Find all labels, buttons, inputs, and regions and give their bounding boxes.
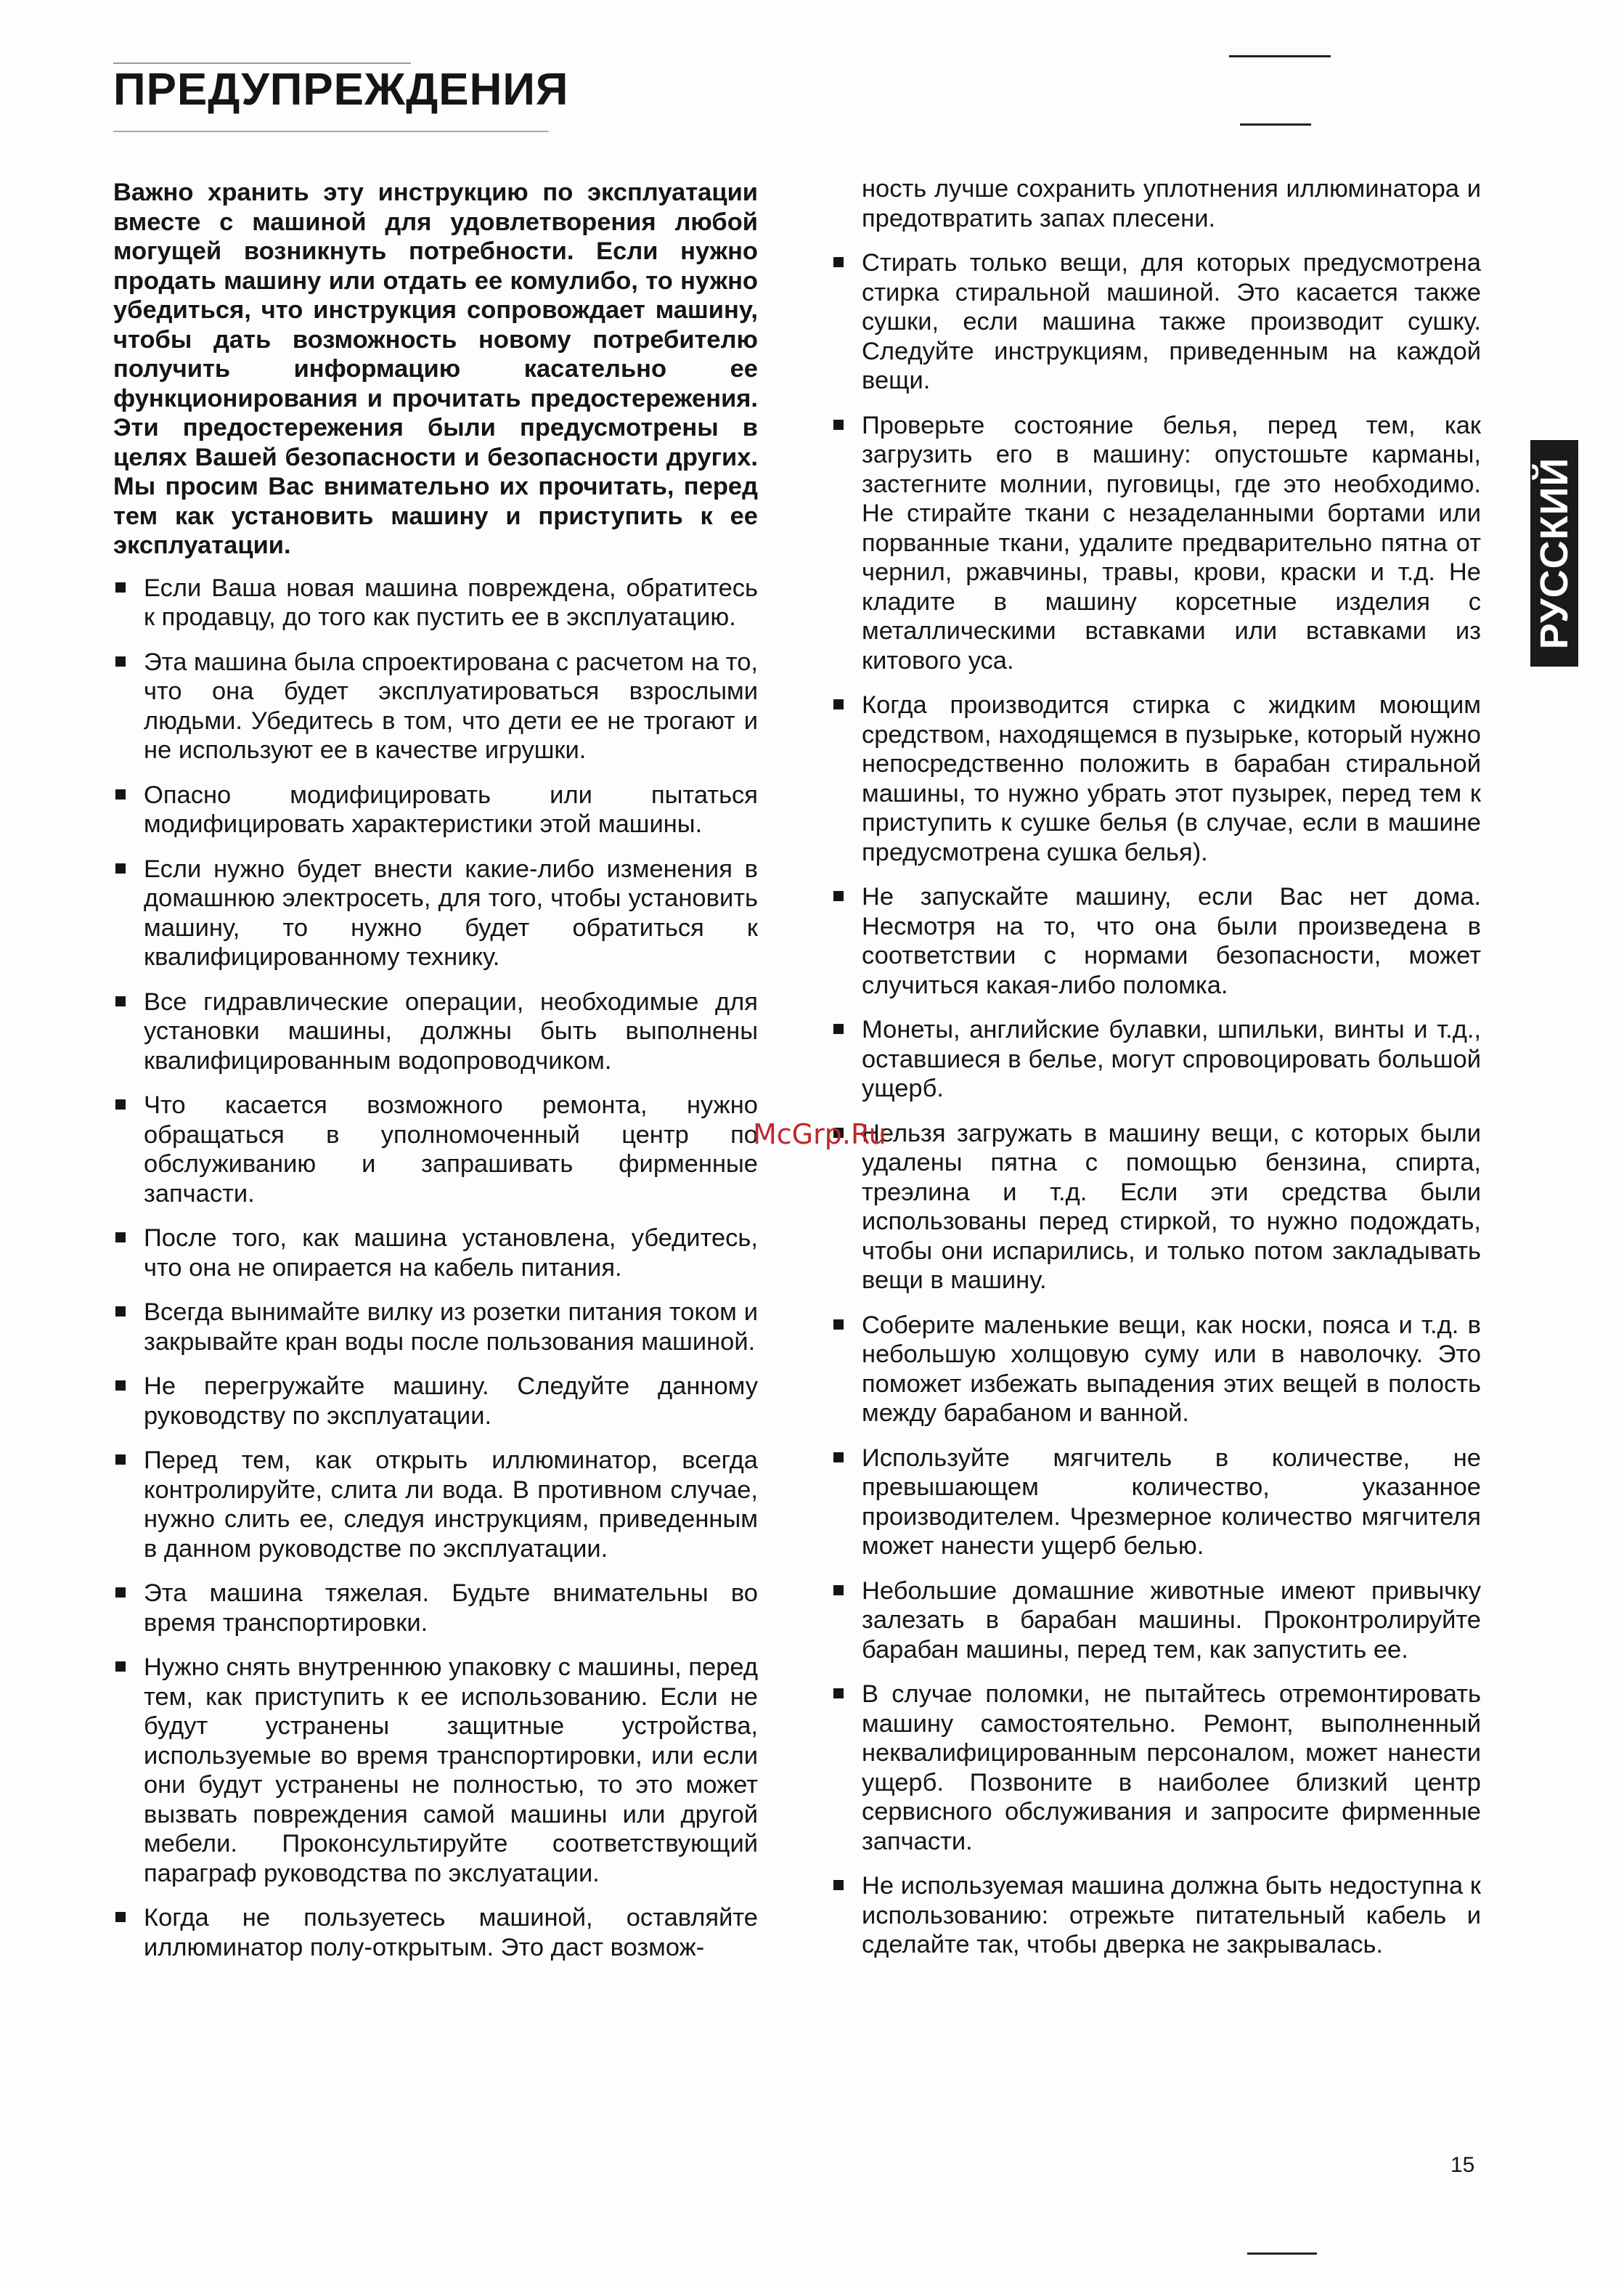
- list-item-text: Когда производится стирка с жидким моющим средством, находящемся в пузырьке, который нужно непосредственно положить в барабан стиральной машины, то нужно убрать этот пузырек, перед тем к приступить к сушке белья (в случае, если в машине предусмотрена сушка белья).: [862, 691, 1481, 866]
- bullet-icon: [115, 1380, 126, 1391]
- bullet-icon: [833, 420, 844, 430]
- list-item: [113, 988, 758, 1076]
- bullet-icon: [115, 789, 126, 799]
- list-item-text: Не перегружайте машину. Следуйте данному руководству по эксплуатации.: [144, 1372, 758, 1430]
- list-item-text: Не запускайте машину, если Вас нет дома. Несмотря на то, что она были произведена в соответствии с нормами безопасности, может случиться какая-либо поломка.: [862, 883, 1481, 999]
- list-item-text: Эта машина тяжелая. Будьте внимательны во время транспортировки.: [144, 1579, 758, 1637]
- list-item-text: Монеты, английские булавки, шпильки, винты и т.д., оставшиеся в белье, могут спровоцировать большой ущерб.: [862, 1016, 1481, 1102]
- list-item: [113, 781, 758, 839]
- list-item-text: Если Ваша новая машина повреждена, обратитесь к продавцу, до того как пустить ее в эксплуатацию.: [144, 574, 758, 631]
- left-column: [113, 178, 758, 1977]
- list-item-text: Стирать только вещи, для которых предусмотрена стирка стиральной машиной. Это касается также сушки, если машина также производит сушку. Следуйте инструкциям, приведенным на каждой вещи.: [862, 249, 1481, 394]
- list-item: [831, 882, 1481, 1000]
- list-item: [113, 1653, 758, 1888]
- list-item: [831, 691, 1481, 867]
- page-number: 15: [1450, 2153, 1475, 2177]
- list-item-text: Соберите маленькие вещи, как носки, пояса и т.д. в небольшую холщовую суму или в наволочку. Это поможет избежать выпадения этих вещей в полость между барабаном и ванной.: [862, 1311, 1481, 1427]
- title-underline: [113, 131, 549, 132]
- list-item: [831, 248, 1481, 396]
- list-item-text: Всегда вынимайте вилку из розетки питания током и закрывайте кран воды после пользования машиной.: [144, 1298, 758, 1356]
- bullet-icon: [115, 656, 126, 667]
- bullet-icon: [833, 257, 844, 267]
- bullet-icon: [115, 1587, 126, 1598]
- warning-list-left: [113, 574, 758, 1963]
- bullet-icon: [115, 582, 126, 593]
- list-item: [831, 1119, 1481, 1295]
- list-item-text: Используйте мягчитель в количестве, не превышающем количество, указанное производителем. Чрезмерное количество мягчителя может нанести ущерб белью.: [862, 1444, 1481, 1560]
- list-item-text: После того, как машина установлена, убедитесь, что она не опирается на кабель питания.: [144, 1224, 758, 1282]
- bullet-icon: [115, 996, 126, 1006]
- watermark: McGrp.Ru: [753, 1118, 886, 1150]
- list-item: [831, 1311, 1481, 1428]
- intro-paragraph: Важно хранить эту инструкцию по эксплуатации вместе с машиной для удовлетворения любой могущей возникнуть потребности. Если нужно продать машину или отдать ее комулибо, то нужно убедиться, что инструкция сопровождает машину, чтобы дать возможность новому потребителю получить информацию касательно ее функционирования и прочитать предостережения. Эти предостережения были предусмотрены в целях Вашей безопасности и безопасности других. Мы просим Вас внимательно их прочитать, перед тем как установить машину и приступить к ее эксплуатации.: [113, 179, 758, 559]
- right-column: [831, 174, 1481, 1975]
- list-item: [113, 1372, 758, 1431]
- top-rule-right-2: [1240, 123, 1311, 126]
- bullet-icon: [833, 1880, 844, 1890]
- page-title: ПРЕДУПРЕЖДЕНИЯ: [113, 65, 569, 115]
- bullet-icon: [115, 1232, 126, 1242]
- list-item-text: Проверьте состояние белья, перед тем, как загрузить его в машину: опустошьте карманы, застегните молнии, пуговицы, где это необходимо. Не стирайте ткани с незаделанными бортами или порванные ткани, удалите предварительно пятна от чернил, ржавчины, травы, крови, краски и т.д. Не кладите в машину корсетные изделия с металлическими вставками или вставками из китового уса.: [862, 411, 1481, 675]
- list-item: [113, 1224, 758, 1282]
- bullet-icon: [833, 699, 844, 709]
- list-item-text: Если нужно будет внести какие-либо изменения в домашнюю электросеть, для того, чтобы установить машину, то нужно будет обратиться к квалифицированному технику.: [144, 855, 758, 971]
- list-item: [831, 1680, 1481, 1856]
- bullet-icon: [115, 1306, 126, 1317]
- bullet-icon: [115, 1661, 126, 1672]
- bullet-icon: [833, 1452, 844, 1462]
- continued-text: ность лучше сохранить уплотнения иллюминатора и предотвратить запах плесени.: [862, 175, 1481, 232]
- list-item: [113, 1446, 758, 1563]
- bullet-icon: [115, 863, 126, 874]
- bullet-icon: [833, 1688, 844, 1698]
- list-item-text: Небольшие домашние животные имеют привычку залезать в барабан машины. Проконтролируйте барабан машины, перед тем, как запустить ее.: [862, 1576, 1481, 1664]
- list-item-text: В случае поломки, не пытайтесь отремонтировать машину самостоятельно. Ремонт, выполненный неквалифицированным персоналом, может нанести ущерб. Позвоните в наиболее близкий центр сервисного обслуживания и запросите фирменные запчасти.: [862, 1680, 1481, 1855]
- list-item: [113, 1298, 758, 1356]
- top-rule-right-1: [1229, 55, 1331, 57]
- list-item-text: Опасно модифицировать или пытаться модифицировать характеристики этой машины.: [144, 781, 758, 838]
- bullet-icon: [115, 1912, 126, 1922]
- language-tab: [1530, 440, 1578, 667]
- list-item-text: Перед тем, как открыть иллюминатор, всегда контролируйте, слита ли вода. В противном случае, нужно слить ее, следуя инструкциям, приведенным в данном руководстве по эксплуатации.: [144, 1446, 758, 1563]
- list-item-text: Что касается возможного ремонта, нужно обращаться в уполномоченный центр по обслуживанию и запрашивать фирменные запчасти.: [144, 1091, 758, 1208]
- language-tab-label: РУССКИЙ: [1533, 457, 1576, 650]
- list-item-text: Эта машина была спроектирована с расчетом на то, что она будет эксплуатироваться взрослыми людьми. Убедитесь в том, что дети ее не трогают и не используют ее в качестве игрушки.: [144, 648, 758, 764]
- bullet-icon: [115, 1099, 126, 1110]
- list-item: [831, 1576, 1481, 1665]
- list-item: [113, 855, 758, 972]
- list-item: [113, 574, 758, 632]
- bullet-icon: [833, 1585, 844, 1595]
- list-item: [831, 1015, 1481, 1104]
- list-item: [113, 1091, 758, 1208]
- list-item-text: Не используемая машина должна быть недоступна к использованию: отрежьте питательный кабель и сделайте так, чтобы дверка не закрывалась.: [862, 1872, 1481, 1958]
- list-item-text: Нельзя загружать в машину вещи, с которых были удалены пятна с помощью бензина, спирта, треэлина и т.д. Если эти средства были использованы перед стиркой, то нужно подождать, чтобы они испарились, и только потом закладывать вещи в машину.: [862, 1119, 1481, 1294]
- warning-list-right: [831, 248, 1481, 1960]
- list-item: [113, 1903, 758, 1962]
- list-item: [831, 1444, 1481, 1561]
- list-item: [831, 411, 1481, 676]
- bullet-icon: [115, 1454, 126, 1465]
- list-item-text: Когда не пользуетесь машиной, оставляйте иллюминатор полу-открытым. Это даст возмож-: [144, 1904, 758, 1961]
- list-item: [113, 648, 758, 765]
- list-item: [831, 1871, 1481, 1960]
- bullet-icon: [833, 1024, 844, 1034]
- list-item: [113, 1579, 758, 1637]
- list-item-text: Нужно снять внутреннюю упаковку с машины, перед тем, как приступить к ее использованию. Если не будут устранены защитные устройства, используемые во время транспортировки, или если они будут устранены не полностью, то это может вызвать повреждения самой машины или другой мебели. Проконсультируйте соответствующий параграф руководства по экслуатации.: [144, 1653, 758, 1887]
- bullet-icon: [833, 891, 844, 901]
- bullet-icon: [833, 1319, 844, 1330]
- list-item-text: Все гидравлические операции, необходимые для установки машины, должны быть выполнены квалифицированным водопроводчиком.: [144, 988, 758, 1075]
- bottom-rule: [1247, 2253, 1317, 2255]
